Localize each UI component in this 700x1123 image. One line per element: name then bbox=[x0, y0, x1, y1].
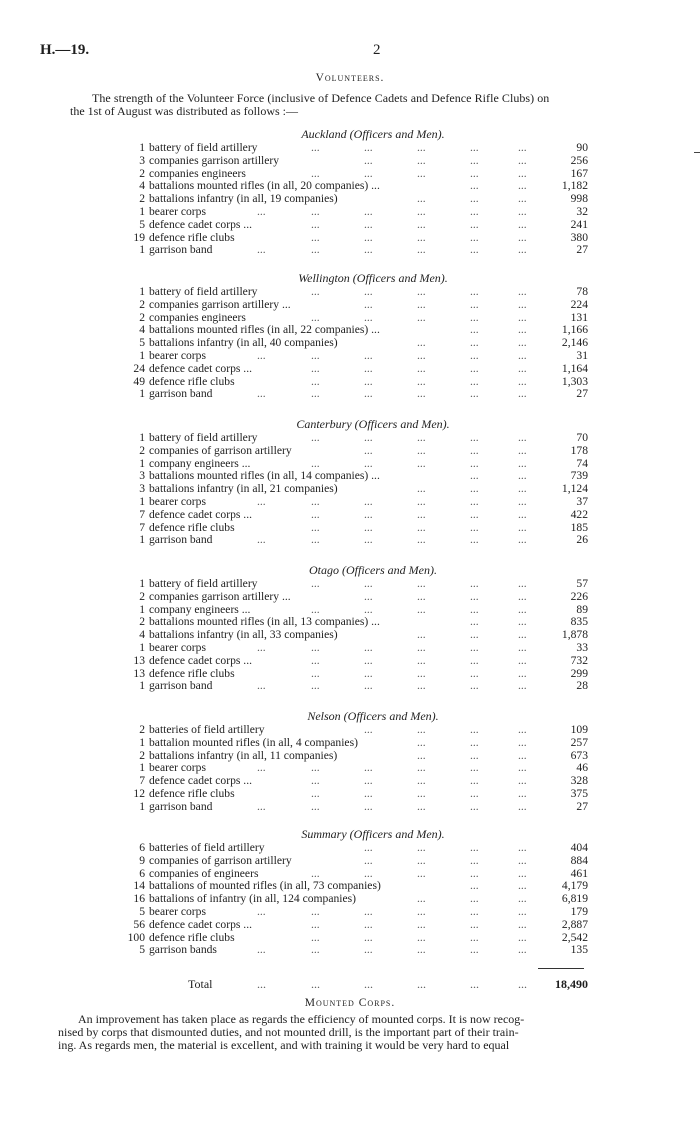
row-value: 1,124 bbox=[561, 482, 588, 496]
row-value: 90 bbox=[576, 141, 588, 154]
section-heading: Wellington (Officers and Men). bbox=[298, 271, 448, 285]
row-value: 732 bbox=[570, 653, 588, 667]
row-description: garrison band bbox=[149, 243, 213, 257]
table-row: 1 garrison band ... ... ... ... ... ... 27 bbox=[139, 799, 588, 813]
section-2 bbox=[118, 416, 588, 547]
volunteers-title: Volunteers. bbox=[315, 72, 385, 84]
section-heading: Otago (Officers and Men). bbox=[309, 563, 437, 577]
row-quantity: 2 bbox=[139, 166, 145, 180]
row-value: 179 bbox=[570, 904, 588, 918]
row-value: 1,164 bbox=[561, 361, 588, 375]
table-row: 2 companies engineers ... ... ... ... ... 167 bbox=[139, 166, 588, 180]
row-quantity: 1 bbox=[139, 431, 145, 444]
row-value: 2,146 bbox=[561, 336, 588, 350]
row-quantity: 6 bbox=[139, 866, 145, 880]
table-row: 2 batteries of field artillery ... ... ... ... 109 bbox=[139, 723, 588, 736]
row-description: defence cadet corps ... bbox=[149, 774, 252, 788]
row-quantity: 2 bbox=[139, 748, 145, 762]
row-quantity: 1 bbox=[139, 602, 145, 616]
table-row: 6 batteries of field artillery ... ... ... ... 404 bbox=[139, 841, 588, 854]
section-heading: Canterbury (Officers and Men). bbox=[296, 417, 450, 431]
row-description: battalion mounted rifles (in all, 4 companies) bbox=[149, 735, 358, 749]
row-value: 33 bbox=[576, 640, 588, 654]
row-quantity: 1 bbox=[139, 533, 145, 547]
table-row: 12 defence rifle clubs ... ... ... ... ... 375 bbox=[133, 786, 588, 800]
row-quantity: 24 bbox=[133, 361, 145, 375]
row-description: defence rifle clubs bbox=[149, 230, 235, 244]
total-row: Total ... ... ... ... ... ... 18,490 bbox=[188, 977, 588, 991]
row-value: 2,887 bbox=[561, 917, 588, 931]
row-value: 673 bbox=[570, 748, 588, 762]
table-row: 1 company engineers ... ... ... ... ... ... 74 bbox=[139, 456, 588, 470]
row-quantity: 1 bbox=[139, 141, 145, 154]
row-value: 739 bbox=[570, 469, 588, 483]
row-quantity: 3 bbox=[139, 153, 145, 167]
row-value: 241 bbox=[570, 217, 588, 231]
table-row: 7 defence rifle clubs ... ... ... ... ... 185 bbox=[139, 520, 588, 534]
row-description: bearer corps bbox=[149, 204, 206, 218]
row-description: companies of engineers bbox=[149, 866, 259, 880]
page-header bbox=[40, 42, 640, 62]
table-row: 5 defence cadet corps ... ... ... ... ... ... 241 bbox=[139, 217, 588, 231]
row-value: 135 bbox=[570, 943, 588, 957]
page-number: 2 bbox=[373, 42, 381, 58]
row-description: bearer corps bbox=[149, 494, 206, 508]
mounted-corps-line-1: An improvement has taken place as regards the efficiency of mounted corps. It is now recog- bbox=[78, 1012, 525, 1026]
row-description: battery of field artillery bbox=[149, 577, 258, 590]
row-value: 256 bbox=[570, 153, 588, 167]
section-heading: Summary (Officers and Men). bbox=[301, 827, 445, 841]
table-row: 2 companies garrison artillery ... ... ... ... ... 224 bbox=[139, 297, 588, 311]
section-4 bbox=[118, 708, 588, 814]
row-quantity: 19 bbox=[133, 230, 145, 244]
row-quantity: 100 bbox=[127, 930, 145, 944]
row-quantity: 1 bbox=[139, 640, 145, 654]
table-row: 1 battery of field artillery ... ... ... ... ... 70 bbox=[139, 431, 588, 444]
row-description: battalions mounted rifles (in all, 22 companies) ... bbox=[149, 323, 380, 337]
section-5 bbox=[118, 826, 588, 957]
row-quantity: 3 bbox=[139, 469, 145, 483]
row-value: 32 bbox=[576, 204, 588, 218]
section-heading: Nelson (Officers and Men). bbox=[307, 709, 439, 723]
row-quantity: 7 bbox=[139, 520, 145, 534]
row-quantity: 1 bbox=[139, 735, 145, 749]
table-row: 1 bearer corps ... ... ... ... ... ... 33 bbox=[139, 640, 588, 654]
mounted-corps-title: Mounted Corps. bbox=[304, 997, 396, 1009]
row-description: defence cadet corps ... bbox=[149, 507, 252, 521]
row-value: 131 bbox=[570, 310, 588, 324]
row-quantity: 2 bbox=[139, 615, 145, 629]
row-value: 27 bbox=[576, 799, 588, 813]
row-description: battalions infantry (in all, 19 companies) bbox=[149, 192, 338, 206]
row-quantity: 5 bbox=[139, 904, 145, 918]
table-row: 1 garrison band ... ... ... ... ... ... 26 bbox=[139, 533, 588, 547]
row-description: companies engineers bbox=[149, 310, 246, 324]
table-row: 9 companies of garrison artillery ... ... ... ... 884 bbox=[139, 853, 588, 867]
table-row: 1 bearer corps ... ... ... ... ... ... 31 bbox=[139, 348, 588, 362]
table-row: 2 companies engineers ... ... ... ... ... 131 bbox=[139, 310, 588, 324]
table-row: 7 defence cadet corps ... ... ... ... ... ... 422 bbox=[139, 507, 588, 521]
table-row: 1 company engineers ... ... ... ... ... ... 89 bbox=[139, 602, 588, 616]
row-quantity: 4 bbox=[139, 628, 145, 642]
table-row: 1 garrison band ... ... ... ... ... ... 27 bbox=[139, 243, 588, 257]
table-row: 13 defence rifle clubs ... ... ... ... ... 299 bbox=[133, 666, 588, 680]
row-value: 27 bbox=[576, 243, 588, 257]
row-description: battalions of mounted rifles (in all, 73 companies) bbox=[149, 879, 381, 893]
row-quantity: 5 bbox=[139, 943, 145, 957]
row-description: companies garrison artillery bbox=[149, 153, 280, 167]
row-value: 404 bbox=[570, 841, 588, 854]
mounted-corps-line-3: ing. As regards men, the material is excellent, and with training it would be very hard to equal bbox=[58, 1038, 510, 1053]
row-quantity: 13 bbox=[133, 666, 145, 680]
row-description: garrison band bbox=[149, 387, 213, 401]
row-description: defence cadet corps ... bbox=[149, 361, 252, 375]
table-row: 16 battalions of infantry (in all, 124 companies) ... ... ... 6,819 bbox=[133, 892, 588, 906]
section-3 bbox=[118, 562, 588, 693]
table-row: 2 battalions infantry (in all, 19 companies) ... ... ... 998 bbox=[139, 192, 588, 206]
row-quantity: 9 bbox=[139, 853, 145, 867]
row-value: 884 bbox=[570, 853, 588, 867]
row-description: bearer corps bbox=[149, 904, 206, 918]
row-quantity: 5 bbox=[139, 217, 145, 231]
row-quantity: 2 bbox=[139, 589, 145, 603]
row-quantity: 2 bbox=[139, 443, 145, 457]
row-quantity: 2 bbox=[139, 310, 145, 324]
row-quantity: 7 bbox=[139, 507, 145, 521]
row-quantity: 56 bbox=[133, 917, 145, 931]
row-value: 1,303 bbox=[561, 374, 588, 388]
table-row: 1 battery of field artillery ... ... ... ... ... 57 bbox=[139, 577, 588, 590]
table-row: 19 defence rifle clubs ... ... ... ... ... 380 bbox=[133, 230, 588, 244]
table-row: 5 bearer corps ... ... ... ... ... ... 179 bbox=[139, 904, 588, 918]
row-description: defence rifle clubs bbox=[149, 374, 235, 388]
row-description: batteries of field artillery bbox=[149, 723, 265, 736]
document-reference: H.—19. bbox=[40, 42, 90, 58]
row-value: 70 bbox=[576, 431, 588, 444]
intro-line-1: The strength of the Volunteer Force (inclusive of Defence Cadets and Defence Rifle Clubs) on bbox=[92, 91, 550, 105]
row-description: companies of garrison artillery bbox=[149, 443, 292, 457]
row-value: 422 bbox=[570, 507, 588, 521]
table-row: 56 defence cadet corps ... ... ... ... ... ... 2,887 bbox=[133, 917, 588, 931]
row-value: 37 bbox=[576, 494, 588, 508]
table-row: 1 bearer corps ... ... ... ... ... ... 32 bbox=[139, 204, 588, 218]
row-quantity: 1 bbox=[139, 494, 145, 508]
row-description: batteries of field artillery bbox=[149, 841, 265, 854]
row-quantity: 2 bbox=[139, 192, 145, 206]
row-value: 46 bbox=[576, 761, 588, 775]
row-quantity: 1 bbox=[139, 204, 145, 218]
row-description: companies of garrison artillery bbox=[149, 853, 292, 867]
total-value: 18,490 bbox=[555, 977, 588, 991]
table-row: 5 battalions infantry (in all, 40 companies) ... ... ... 2,146 bbox=[139, 336, 588, 350]
row-quantity: 7 bbox=[139, 774, 145, 788]
row-description: defence rifle clubs bbox=[149, 930, 235, 944]
row-quantity: 16 bbox=[133, 892, 145, 906]
row-quantity: 1 bbox=[139, 761, 145, 775]
section-1 bbox=[118, 270, 588, 401]
mounted-corps-line-2: nised by corps that dismounted duties, and not mounted drill, is the important part of their train- bbox=[58, 1025, 519, 1040]
table-row: 3 companies garrison artillery ... ... ... ... 256 bbox=[139, 153, 588, 167]
table-row: 4 battalions mounted rifles (in all, 22 companies) ... ... ... 1,166 bbox=[139, 323, 588, 337]
table-row: 2 companies of garrison artillery ... ... ... ... 178 bbox=[139, 443, 588, 457]
table-row: 1 battalion mounted rifles (in all, 4 companies) ... ... ... 257 bbox=[139, 735, 588, 749]
table-row: 7 defence cadet corps ... ... ... ... ... ... 328 bbox=[139, 774, 588, 788]
row-value: 31 bbox=[576, 348, 588, 362]
row-value: 461 bbox=[570, 866, 588, 880]
row-quantity: 2 bbox=[139, 297, 145, 311]
row-description: bearer corps bbox=[149, 640, 206, 654]
row-quantity: 6 bbox=[139, 841, 145, 854]
table-row: 6 companies of engineers ... ... ... ... ... 461 bbox=[139, 866, 588, 880]
intro-line-2: the 1st of August was distributed as follows :— bbox=[70, 104, 298, 119]
row-description: defence rifle clubs bbox=[149, 786, 235, 800]
row-description: companies garrison artillery ... bbox=[149, 297, 291, 311]
row-value: 89 bbox=[576, 602, 588, 616]
table-row: 5 garrison bands ... ... ... ... ... ... 135 bbox=[139, 943, 588, 957]
table-row: 1 battery of field artillery ... ... ... ... ... 90 bbox=[139, 141, 588, 154]
row-value: 57 bbox=[576, 577, 588, 590]
total-rule bbox=[538, 968, 584, 969]
row-value: 299 bbox=[570, 666, 588, 680]
row-value: 178 bbox=[570, 443, 588, 457]
row-value: 2,542 bbox=[561, 930, 588, 944]
table-row: 1 battery of field artillery ... ... ... ... ... 78 bbox=[139, 285, 588, 298]
table-row: 14 battalions of mounted rifles (in all, 73 companies) ... ... 4,179 bbox=[133, 879, 588, 893]
row-description: defence rifle clubs bbox=[149, 520, 235, 534]
row-quantity: 3 bbox=[139, 482, 145, 496]
row-value: 1,878 bbox=[561, 628, 588, 642]
row-quantity: 49 bbox=[133, 374, 145, 388]
section-heading: Auckland (Officers and Men). bbox=[301, 127, 445, 141]
row-value: 78 bbox=[576, 285, 588, 298]
table-row: 1 bearer corps ... ... ... ... ... ... 37 bbox=[139, 494, 588, 508]
row-quantity: 1 bbox=[139, 577, 145, 590]
table-row: 3 battalions infantry (in all, 21 companies) ... ... ... 1,124 bbox=[139, 482, 588, 496]
table-row: 3 battalions mounted rifles (in all, 14 companies) ... ... ... 739 bbox=[139, 469, 588, 483]
row-description: companies garrison artillery ... bbox=[149, 589, 291, 603]
row-quantity: 1 bbox=[139, 679, 145, 693]
row-description: garrison band bbox=[149, 799, 213, 813]
row-quantity: 14 bbox=[133, 879, 145, 893]
row-quantity: 13 bbox=[133, 653, 145, 667]
row-description: defence cadet corps ... bbox=[149, 917, 252, 931]
row-description: battalions infantry (in all, 21 companies) bbox=[149, 482, 338, 496]
row-value: 28 bbox=[576, 679, 588, 693]
row-description: garrison band bbox=[149, 533, 213, 547]
row-description: battalions mounted rifles (in all, 13 companies) ... bbox=[149, 615, 380, 629]
row-description: defence rifle clubs bbox=[149, 666, 235, 680]
mounted-corps-paragraph bbox=[58, 1013, 636, 1053]
row-value: 26 bbox=[576, 533, 588, 547]
row-quantity: 1 bbox=[139, 285, 145, 298]
row-description: battery of field artillery bbox=[149, 141, 258, 154]
row-description: battalions mounted rifles (in all, 14 companies) ... bbox=[149, 469, 380, 483]
table-row: 13 defence cadet corps ... ... ... ... ... ... 732 bbox=[133, 653, 588, 667]
row-description: battalions infantry (in all, 40 companies) bbox=[149, 336, 338, 350]
row-quantity: 2 bbox=[139, 723, 145, 736]
row-value: 74 bbox=[576, 456, 588, 470]
table-row: 1 bearer corps ... ... ... ... ... ... 46 bbox=[139, 761, 588, 775]
row-value: 185 bbox=[570, 520, 588, 534]
row-description: battery of field artillery bbox=[149, 285, 258, 298]
table-row: 2 battalions mounted rifles (in all, 13 companies) ... ... ... 835 bbox=[139, 615, 588, 629]
table-row: 1 garrison band ... ... ... ... ... ... 28 bbox=[139, 679, 588, 693]
row-quantity: 1 bbox=[139, 348, 145, 362]
total-label: Total bbox=[188, 977, 213, 991]
row-description: company engineers ... bbox=[149, 602, 251, 616]
section-0 bbox=[118, 126, 588, 257]
volunteers-intro bbox=[70, 92, 635, 118]
row-value: 328 bbox=[570, 774, 588, 788]
row-quantity: 4 bbox=[139, 179, 145, 193]
row-description: battery of field artillery bbox=[149, 431, 258, 444]
table-row: 2 companies garrison artillery ... ... ... ... ... 226 bbox=[139, 589, 588, 603]
row-value: 1,182 bbox=[561, 179, 588, 193]
table-row: 2 battalions infantry (in all, 11 companies) ... ... ... 673 bbox=[139, 748, 588, 762]
row-description: garrison band bbox=[149, 679, 213, 693]
row-value: 226 bbox=[570, 589, 588, 603]
row-quantity: 1 bbox=[139, 387, 145, 401]
row-value: 6,819 bbox=[561, 892, 588, 906]
row-quantity: 1 bbox=[139, 799, 145, 813]
table-row: 4 battalions mounted rifles (in all, 20 companies) ... ... ... 1,182 bbox=[139, 179, 588, 193]
row-value: 835 bbox=[570, 615, 588, 629]
row-value: 27 bbox=[576, 387, 588, 401]
row-value: 4,179 bbox=[561, 879, 588, 893]
margin-mark bbox=[694, 152, 700, 153]
row-description: defence cadet corps ... bbox=[149, 653, 252, 667]
row-description: bearer corps bbox=[149, 761, 206, 775]
row-description: battalions infantry (in all, 11 companies) bbox=[149, 748, 338, 762]
row-value: 224 bbox=[570, 297, 588, 311]
table-row: 24 defence cadet corps ... ... ... ... ... ... 1,164 bbox=[133, 361, 588, 375]
row-value: 998 bbox=[570, 192, 588, 206]
table-row: 100 defence rifle clubs ... ... ... ... ... 2,542 bbox=[127, 930, 588, 944]
row-description: defence cadet corps ... bbox=[149, 217, 252, 231]
row-value: 375 bbox=[570, 786, 588, 800]
row-description: battalions of infantry (in all, 124 companies) bbox=[149, 892, 357, 906]
row-quantity: 12 bbox=[133, 786, 145, 800]
row-description: garrison bands bbox=[149, 943, 217, 957]
row-value: 167 bbox=[570, 166, 588, 180]
row-value: 109 bbox=[570, 723, 588, 736]
table-row: 4 battalions infantry (in all, 33 companies) ... ... ... 1,878 bbox=[139, 628, 588, 642]
row-value: 380 bbox=[570, 230, 588, 244]
row-quantity: 1 bbox=[139, 456, 145, 470]
row-description: companies engineers bbox=[149, 166, 246, 180]
table-row: 1 garrison band ... ... ... ... ... ... 27 bbox=[139, 387, 588, 401]
row-value: 257 bbox=[570, 735, 588, 749]
row-quantity: 4 bbox=[139, 323, 145, 337]
row-description: battalions mounted rifles (in all, 20 companies) ... bbox=[149, 179, 380, 193]
table-row: 49 defence rifle clubs ... ... ... ... ... 1,303 bbox=[133, 374, 588, 388]
row-value: 1,166 bbox=[561, 323, 588, 337]
row-description: battalions infantry (in all, 33 companies) bbox=[149, 628, 338, 642]
row-quantity: 5 bbox=[139, 336, 145, 350]
row-description: company engineers ... bbox=[149, 456, 251, 470]
row-quantity: 1 bbox=[139, 243, 145, 257]
row-description: bearer corps bbox=[149, 348, 206, 362]
